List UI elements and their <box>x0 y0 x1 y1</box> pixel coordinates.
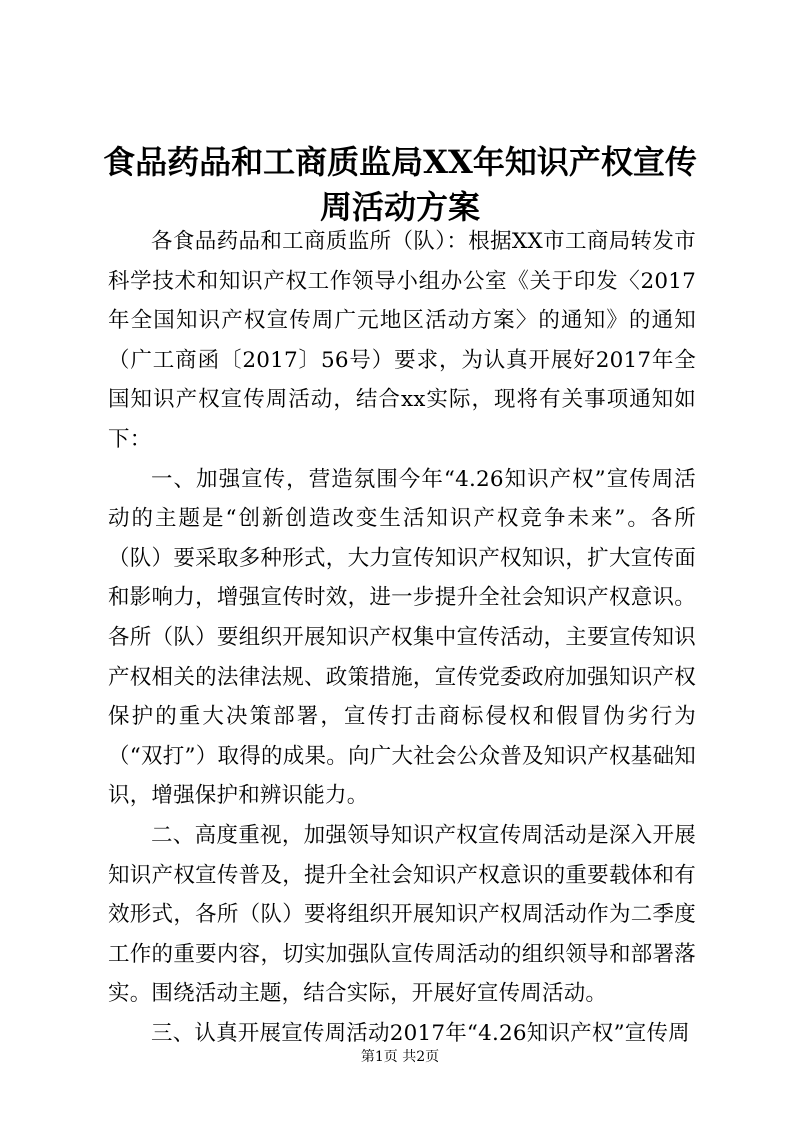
paragraph-intro: 各食品药品和工商质监所（队）：根据XX市工商局转发市科学技术和知识产权工作领导小组办公室《关于印发〈2017年全国知识产权宣传周广元地区活动方案〉的通知》的通知（广工商函〔2017〕56号）要求，为认真开展好2017年全国知识产权宣传周活动，结合xx实际，现将有关事项通知如下： <box>108 229 696 452</box>
paragraph-section-2: 二、高度重视，加强领导知识产权宣传周活动是深入开展知识产权宣传普及，提升全社会知识产权意识的重要载体和有效形式，各所（队）要将组织开展知识产权周活动作为二季度工作的重要内容，切实加强队宣传周活动的组织领导和部署落实。围绕活动主题，结合实际，开展好宣传周活动。 <box>108 822 696 1007</box>
paragraph-section-3: 三、认真开展宣传周活动2017年“4.26知识产权”宣传周 <box>151 1020 690 1046</box>
document-title: 食品药品和工商质监局XX年知识产权宣传周活动方案 <box>103 143 697 226</box>
paragraph-section-1: 一、加强宣传，营造氛围今年“4.26知识产权”宣传周活动的主题是“创新创造改变生活知识产权竞争未来”。各所（队）要采取多种形式，大力宣传知识产权知识，扩大宣传面和影响力，增强宣传时效，进一步提升全社会知识产权意识。各所（队）要组织开展知识产权集中宣传活动，主要宣传知识产权相关的法律法规、政策措施，宣传党委政府加强知识产权保护的重大决策部署，宣传打击商标侵权和假冒伪劣行为（“双打”）取得的成果。向广大社会公众普及知识产权基础知识，增强保护和辨识能力。 <box>108 466 696 809</box>
page-footer: 第1页 共2页 <box>360 1049 440 1065</box>
document-body <box>108 222 696 1053</box>
